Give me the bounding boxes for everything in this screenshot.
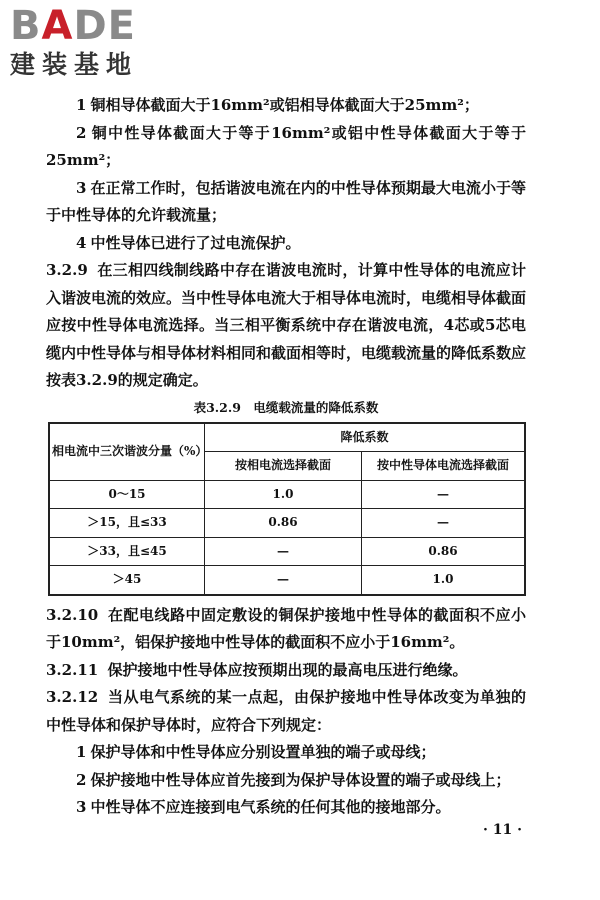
- cell-neutral: 1.0: [362, 566, 526, 595]
- cell-phase: 0.86: [205, 509, 362, 538]
- list-item: [46, 794, 526, 822]
- cell-neutral: —: [362, 509, 526, 538]
- table-title: 表3.2.9 电缆载流量的降低系数: [193, 399, 379, 415]
- table-row: [49, 480, 525, 509]
- clause-3-2-10: [46, 602, 526, 657]
- page-number: · 11 ·: [483, 822, 522, 838]
- clause-text: 在配电线路中固定敷设的铜保护接地中性导体的截面积不应小于10mm²，铝保护接地中性导体的截面积不应小于16mm²。: [46, 605, 526, 651]
- clause-3-2-12: [46, 684, 526, 739]
- brand-logo: [10, 4, 190, 80]
- clause-text: 在三相四线制线路中存在谐波电流时，计算中性导体的电流应计入谐波电流的效应。当中性导体电流大于相导体电流时，电缆相导体截面应按中性导体电流选择。当三相平衡系统中存在谐波电流，4芯或5芯电缆内中性导体与相导体材料相同和截面相等时，电缆载流量的降低系数应按表3.2.9的规定确定。: [46, 261, 527, 389]
- logo-letters-end: DE: [73, 3, 136, 49]
- item-number: 1: [76, 743, 87, 761]
- cell-neutral: —: [362, 480, 526, 509]
- clause-text: 当从电气系统的某一点起，由保护接地中性导体改变为单独的中性导体和保护导体时，应符合下列规定：: [46, 688, 526, 734]
- item-number: 2: [76, 123, 87, 142]
- reduction-coefficient-table: [48, 422, 526, 596]
- header-harmonic-component: 相电流中三次谐波分量（%）: [49, 423, 205, 481]
- item-text: 铜中性导体截面大于等于16mm²或铝中性导体截面大于等于25mm²；: [46, 123, 526, 169]
- item-text: 铜相导体截面大于16mm²或铝相导体截面大于25mm²；: [90, 96, 479, 114]
- header-by-neutral-current: 按中性导体电流选择截面: [362, 452, 526, 481]
- item-text: 保护接地中性导体应首先接到为保护导体设置的端子或母线上；: [90, 770, 511, 789]
- item-text: 中性导体不应连接到电气系统的任何其他的接地部分。: [90, 798, 451, 816]
- cell-phase: —: [205, 537, 362, 566]
- cell-range: ＞15，且≤33: [49, 509, 205, 538]
- item-number: 4: [76, 233, 87, 252]
- item-number: 1: [76, 96, 87, 114]
- list-item: [46, 120, 526, 175]
- header-by-phase-current: 按相电流选择截面: [205, 452, 362, 481]
- list-item: [46, 739, 526, 767]
- document-body: [46, 92, 526, 822]
- table-row: [49, 509, 525, 538]
- clause-number: 3.2.12: [46, 688, 99, 706]
- clause-3-2-9: [46, 257, 526, 395]
- table-row: [49, 537, 525, 566]
- cell-range: ＞45: [49, 566, 205, 595]
- table-row: [49, 566, 525, 595]
- clause-3-2-11: [46, 657, 526, 685]
- logo-wordmark: [10, 4, 190, 48]
- item-text: 中性导体已进行了过电流保护。: [90, 233, 301, 252]
- clause-number: 3.2.11: [46, 660, 99, 679]
- clause-number: 3.2.10: [46, 605, 99, 624]
- logo-accent-letter: A: [41, 3, 74, 49]
- list-item: [46, 767, 526, 795]
- list-item: [46, 175, 526, 230]
- table-header-row: [49, 423, 525, 452]
- clause-text: 保护接地中性导体应按预期出现的最高电压进行绝缘。: [107, 660, 468, 679]
- cell-phase: —: [205, 566, 362, 595]
- list-item: [46, 230, 526, 258]
- logo-letters: B: [10, 3, 42, 49]
- list-item: [46, 92, 526, 120]
- clause-number: 3.2.9: [46, 261, 88, 279]
- cell-range: 0～15: [49, 480, 205, 509]
- cell-phase: 1.0: [205, 480, 362, 509]
- item-text: 保护导体和中性导体应分别设置单独的端子或母线；: [90, 743, 436, 761]
- header-reduction-coefficient: 降低系数: [205, 423, 526, 452]
- item-number: 3: [76, 798, 87, 816]
- cell-neutral: 0.86: [362, 537, 526, 566]
- cell-range: ＞33，且≤45: [49, 537, 205, 566]
- item-number: 3: [76, 178, 87, 197]
- logo-subtitle: 建装基地: [10, 50, 139, 79]
- item-number: 2: [76, 770, 87, 789]
- item-text: 在正常工作时，包括谐波电流在内的中性导体预期最大电流小于等于中性导体的允许载流量；: [46, 178, 526, 224]
